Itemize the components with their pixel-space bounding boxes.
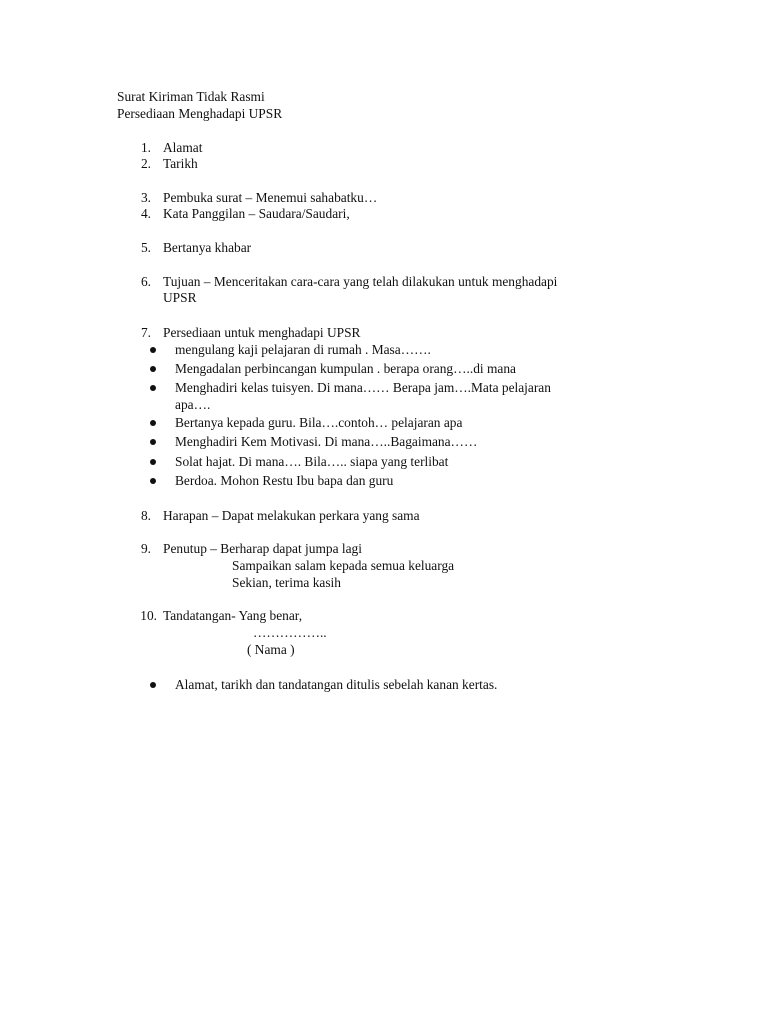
list-item-text: Tarikh	[163, 156, 198, 171]
bullet-text: Menghadiri Kem Motivasi. Di mana…..Bagaimana……	[175, 434, 478, 449]
list-item-text: Alamat	[163, 140, 203, 155]
list-item-number: 3.	[140, 190, 151, 205]
bullet-icon	[150, 420, 156, 426]
list-item-text: Pembuka surat – Menemui sahabatku…	[163, 190, 378, 205]
bullet-icon	[150, 347, 156, 353]
bullet-text: Berdoa. Mohon Restu Ibu bapa dan guru	[175, 473, 394, 488]
list-item-text: Kata Panggilan – Saudara/Saudari,	[163, 206, 350, 221]
list-item-continuation: UPSR	[163, 290, 197, 305]
list-item-text: Tujuan – Menceritakan cara-cara yang telah dilakukan untuk menghadapi	[163, 274, 558, 289]
document-title: Surat Kiriman Tidak Rasmi	[117, 89, 265, 104]
final-note: Alamat, tarikh dan tandatangan ditulis sebelah kanan kertas.	[175, 677, 498, 692]
bullet-text: mengulang kaji pelajaran di rumah . Masa…….	[175, 342, 431, 357]
bullet-icon	[150, 478, 156, 484]
list-item-number: 9.	[140, 541, 151, 556]
list-item-number: 5.	[140, 240, 151, 255]
document-subtitle: Persediaan Menghadapi UPSR	[117, 106, 283, 121]
list-item-number: 6.	[140, 274, 151, 289]
signature-line: ……………..	[253, 625, 327, 640]
bullet-continuation: apa….	[175, 397, 211, 412]
bullet-text: Bertanya kepada guru. Bila….contoh… pelajaran apa	[175, 415, 463, 430]
list-item-continuation: Sampaikan salam kepada semua keluarga	[232, 558, 455, 573]
list-item-number: 8.	[140, 508, 151, 523]
bullet-text: Menghadiri kelas tuisyen. Di mana…… Berapa jam….Mata pelajaran	[175, 380, 551, 395]
list-item-number: 2.	[140, 156, 151, 171]
list-item-number: 7.	[140, 325, 151, 340]
list-item-text: Penutup – Berharap dapat jumpa lagi	[163, 541, 362, 556]
list-item-text: Bertanya khabar	[163, 240, 252, 255]
signature-name: ( Nama )	[247, 642, 295, 657]
list-item-number: 10.	[140, 608, 157, 623]
bullet-text: Solat hajat. Di mana…. Bila….. siapa yang terlibat	[175, 454, 449, 469]
bullet-icon	[150, 682, 156, 688]
bullet-icon	[150, 459, 156, 465]
bullet-icon	[150, 439, 156, 445]
list-item-number: 1.	[140, 140, 151, 155]
bullet-icon	[150, 385, 156, 391]
list-item-text: Persediaan untuk menghadapi UPSR	[163, 325, 361, 340]
list-item-continuation: Sekian, terima kasih	[232, 575, 341, 590]
bullet-icon	[150, 366, 156, 372]
list-item-text: Harapan – Dapat melakukan perkara yang sama	[163, 508, 420, 523]
list-item-text: Tandatangan- Yang benar,	[163, 608, 303, 623]
list-item-number: 4.	[140, 206, 151, 221]
bullet-text: Mengadalan perbincangan kumpulan . berapa orang…..di mana	[175, 361, 516, 376]
